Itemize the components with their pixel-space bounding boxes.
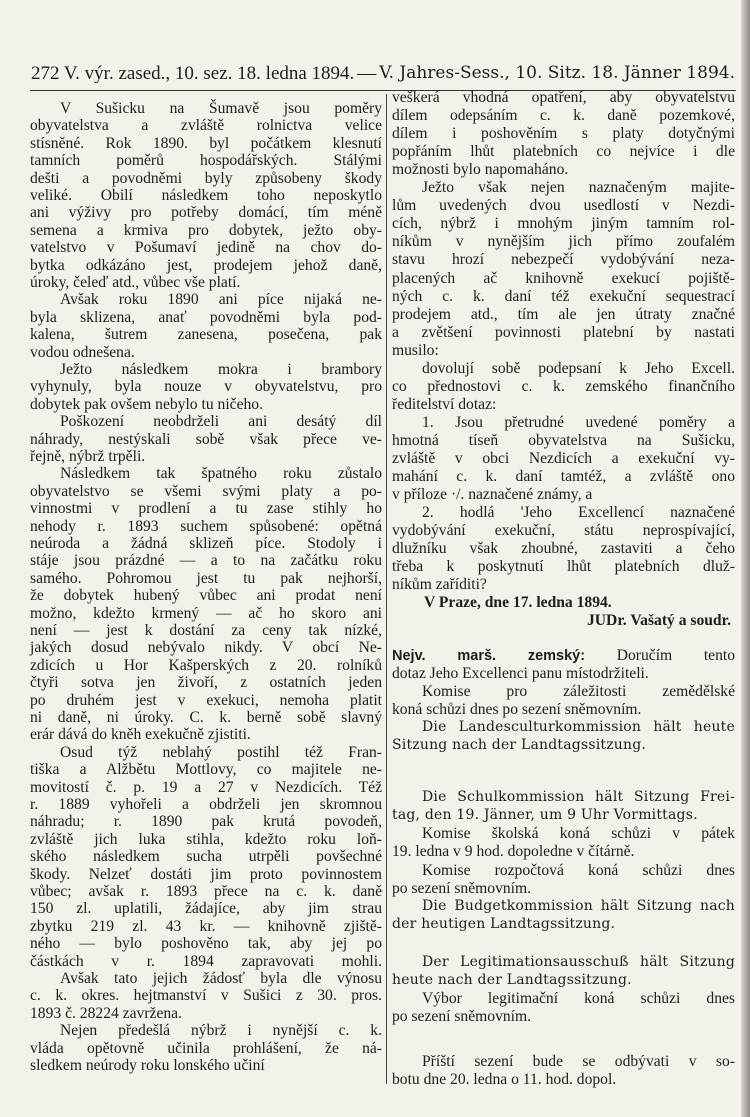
text-line: dlužníku však zhoubné, zastaviti a čeho — [392, 540, 735, 558]
text-line: movitostí č. p. 19 a 27 v Nezdicích. Též — [30, 778, 382, 796]
text-line: Ježto následkem mokra i brambory — [60, 361, 382, 378]
text-line: není — jest k dostání za ceny tak nízké, — [30, 622, 382, 639]
text-line: možno, kdežto krmený — ač ho skoro ani — [30, 604, 382, 622]
page-edge-shadow — [741, 0, 750, 1117]
text-line: Následkem tak špatného roku zůstalo — [60, 465, 382, 483]
header-dash: — — [357, 63, 377, 84]
text-line: a zvětšení povinnosti platební by nastati — [392, 323, 735, 341]
text-line: ředitelství dotaz: — [392, 395, 497, 413]
german-notice-line: tag, den 19. Jänner, um 9 Uhr Vormittags. — [392, 807, 698, 824]
text-line: c. k. okres. hejtmanství v Sušici z 30. pros. — [30, 987, 382, 1005]
text-line: botu dne 20. ledna o 11. hod. dopol. — [392, 1071, 617, 1089]
page-header — [31, 63, 735, 85]
text-line: stáje jsou prázdné — a to na začátku roku — [30, 552, 382, 570]
text-line: semena a krmiva pro dobytek, ježto oby- — [30, 221, 382, 239]
text-line: nehody r. 1893 suchem spůsobené: opětná — [30, 517, 382, 535]
text-line: Avšak roku 1890 ani píce nijaká ne- — [60, 291, 382, 309]
text-line: cích, nýbrž i mnohým jiným tamním rol- — [392, 215, 735, 233]
speaker-text: Doručím tento — [585, 647, 735, 664]
text-line: vůbec; avšak r. 1893 přece na c. k. daně — [30, 883, 382, 900]
german-notice-line: Die Schulkommission hält Sitzung Frei- — [422, 789, 735, 805]
text-line: jakých dosud nebývalo nikdy. V obcí Ne- — [30, 639, 382, 657]
german-notice-line: Die Landesculturkommission hält heute — [422, 719, 735, 736]
text-line: sledkem neúrody roku lonského učiní — [30, 1057, 265, 1074]
text-line: dobytek pak ovšem nebylo tu ničeho. — [30, 395, 263, 413]
text-line: tamních poměrů hospodářských. Stálými — [30, 152, 382, 170]
german-notice-line: Der Legitimationsausschuß hält Sitzung — [422, 954, 735, 970]
text-line: 2. hodlá 'Jeho Excellencí naznačené — [422, 504, 735, 522]
text-line: zbytku 219 zl. 43 kr. — knihovně zjiště- — [30, 917, 382, 935]
text-line: po sezení sněmovním. — [392, 1008, 532, 1026]
text-line: vyhynuly, byla nouze v obyvatelstvu, pro — [30, 378, 382, 396]
text-line: po druhém jest v exekuci, nemoha platit — [30, 691, 382, 709]
text-line: Výbor legitimační koná schůzi dnes — [422, 990, 735, 1008]
text-line: dílem odepsáním c. k. daně pozemkové, — [392, 107, 735, 125]
text-line: Ježto však nejen naznačeným majite- — [422, 179, 735, 197]
text-line: Komise pro záležitosti zemědělské — [422, 683, 735, 701]
text-line: Příští sezení bude se odbývati v so- — [422, 1053, 735, 1070]
text-line: vodou odnešena. — [30, 343, 135, 361]
text-line: byla sklizena, anať povodněmi byla pod- — [30, 308, 382, 326]
text-line: hmotná tíseň obyvatelstva na Sušicku, — [392, 431, 735, 449]
text-line: ného — bylo poshověno tak, aby jej po — [30, 935, 382, 953]
signature-place-date: V Praze, dne 17. ledna 1894. — [424, 594, 612, 612]
german-notice-line: Die Budgetkommission hält Sitzung nach — [422, 898, 735, 915]
text-line: Osud týž neblahý postihl též Fran- — [60, 743, 382, 761]
text-line: 150 zl. uplatili, žádajíce, aby jim strau — [30, 900, 382, 918]
text-line: obyvatelstva a zvláště rolnictva velice — [30, 117, 382, 135]
text-line: V Sušicku na Šumavě jsou poměry — [60, 100, 382, 117]
text-line: po sezení sněmovním. — [392, 880, 532, 898]
text-line: možnosti bylo napomaháno. — [392, 161, 569, 179]
german-notice-line: der heutigen Landtagssitzung. — [392, 916, 616, 933]
text-line: Nejen předešlá nýbrž i nynější c. k. — [60, 1022, 382, 1040]
text-line: r. 1889 vyhořeli a obdrželi jen skromnou — [30, 796, 382, 813]
header-german: V. Jahres-Sess., 10. Sitz. 18. Jänner 1894. — [379, 63, 735, 83]
text-line: úroky, čeleď atd., vůbec vše platí. — [30, 274, 241, 291]
german-notice-line: heute nach der Landtagssitzung. — [392, 972, 632, 989]
text-line: samého. Pohromou jest tu pak nejhorší, — [30, 569, 382, 587]
text-line: 19. ledna v 9 hod. dopoledne v čítárně. — [392, 843, 635, 861]
text-line: ani výživy pro potřeby domácí, tím méně — [30, 204, 382, 222]
text-line: vláda opětovně učinila prohlášení, že ná- — [30, 1039, 382, 1057]
text-line: stísněné. Rok 1890. byl počátkem klesnutí — [30, 134, 382, 152]
signature-names: JUDr. Vašatý a soudr. — [587, 612, 731, 630]
text-line: dešti a povodněmi byly způsobeny škody — [30, 169, 382, 187]
text-line: níkům v nynějším jich přímo zoufalém — [392, 233, 735, 251]
text-line: erár dává do kněh exekučně zjistiti. — [30, 726, 251, 744]
text-line: zvláště v obci Nezdicích a exekuční vy- — [392, 450, 735, 467]
text-line: dílem i poshověním s platy dotyčnými — [392, 125, 735, 143]
text-line: lům uvedených dvou usedlostí v Nezdi- — [392, 197, 735, 215]
text-line: třeba k poskytnutí lhůt platebních dluž- — [392, 558, 735, 576]
text-line: kalena, šutrem zanesena, posečena, pak — [30, 326, 382, 344]
text-line: částkách v r. 1894 zapravovati mohli. — [30, 952, 382, 970]
text-line: musilo: — [392, 341, 439, 359]
text-line: 1. Jsou přetrudné uvedené poměry a — [422, 413, 735, 431]
text-line: dotaz Jeho Excellenci panu místodržiteli. — [392, 665, 649, 683]
text-line: obyvatelstvo se všemi svými platy a po- — [30, 482, 382, 500]
text-line: řejně, nýbrž trpěli. — [30, 448, 146, 465]
text-line: zvláště jich luka stihla, kdežto roku loň- — [30, 830, 382, 848]
text-line: ského následkem sucha utrpěli povšechné — [30, 848, 382, 866]
text-line: mahání c. k. daní tamtéž, a zvláště ono — [392, 468, 735, 486]
text-line: že dobytek hubený vůbec ani prodat není — [30, 587, 382, 605]
text-line: stavu hrozí nebezpečí vydobývání neza- — [392, 251, 735, 269]
speaker-name: Nejv. marš. zemský: — [392, 648, 586, 664]
text-line: Avšak tato jejich žádosť byla dle výnosu — [60, 970, 382, 987]
text-line: náhradu; r. 1890 pak krutá povodeň, — [30, 813, 382, 831]
text-line: vydobývání exekuční, státu neprospívající, — [392, 522, 735, 540]
text-line: prodejem atd., tím ale jen útraty značné — [392, 305, 735, 323]
text-line: 1893 č. 28224 zavržena. — [30, 1004, 182, 1022]
text-line: popřáním lhůt platebních co nejvíce i dle — [392, 143, 735, 161]
text-line: veškerá vhodná opatření, aby obyvatelstvu — [392, 89, 735, 106]
text-line: ni daně, ni úroky. C. k. berně sobě slavný — [30, 709, 382, 726]
text-line: níkům zaříditi? — [392, 576, 487, 594]
header-czech: 272 V. výr. zased., 10. sez. 18. ledna 1894. — [31, 63, 355, 84]
text-line: škody. Nelzeť dostáti jim proto povinnostem — [30, 865, 382, 883]
text-line: vinnostmi v prodlení a tu zase stihly ho — [30, 500, 382, 518]
text-line: tiška a Alžbětu Mottlovy, co majitele ne- — [30, 761, 382, 779]
text-line: vatelstvo v Pošumaví jedině na chov do- — [30, 239, 382, 257]
text-line: náhrady, nestýskali sobě však přece ve- — [30, 430, 382, 448]
text-line: Poškození neobdrželi ani desátý díl — [60, 413, 382, 431]
text-line: co přednostovi c. k. zemského finančního — [392, 377, 735, 395]
text-line: dovolují sobě podepsaní k Jeho Excell. — [422, 359, 735, 377]
text-line: zdicích u Hor Kašperských z 20. rolníků — [30, 656, 382, 674]
text-line: veliké. Obilí následkem toho neposkytlo — [30, 187, 382, 204]
column-divider — [386, 94, 387, 1084]
text-line: neúroda a žádná sklizeň píce. Stodoly i — [30, 535, 382, 552]
text-line: koná schůzi dnes po sezení sněmovním. — [392, 701, 642, 719]
text-line: ných c. k. daní též exekuční sequestrací — [392, 287, 735, 305]
text-line: bytka odkázáno jest, prodejem jehož daně, — [30, 256, 382, 274]
text-line: Komise školská koná schůzi v pátek — [422, 825, 735, 843]
speaker-line — [392, 647, 735, 665]
text-line: placených ač knihovně exekucí pojiště- — [392, 269, 735, 287]
text-line: čtyři sotva jen živoří, z ostatních jeden — [30, 674, 382, 692]
german-notice-line: Sitzung nach der Landtagssitzung. — [392, 737, 647, 754]
text-line: Komise rozpočtová koná schůzi dnes — [422, 862, 735, 879]
text-line: v příloze ·/. naznačené známy, a — [392, 486, 593, 504]
